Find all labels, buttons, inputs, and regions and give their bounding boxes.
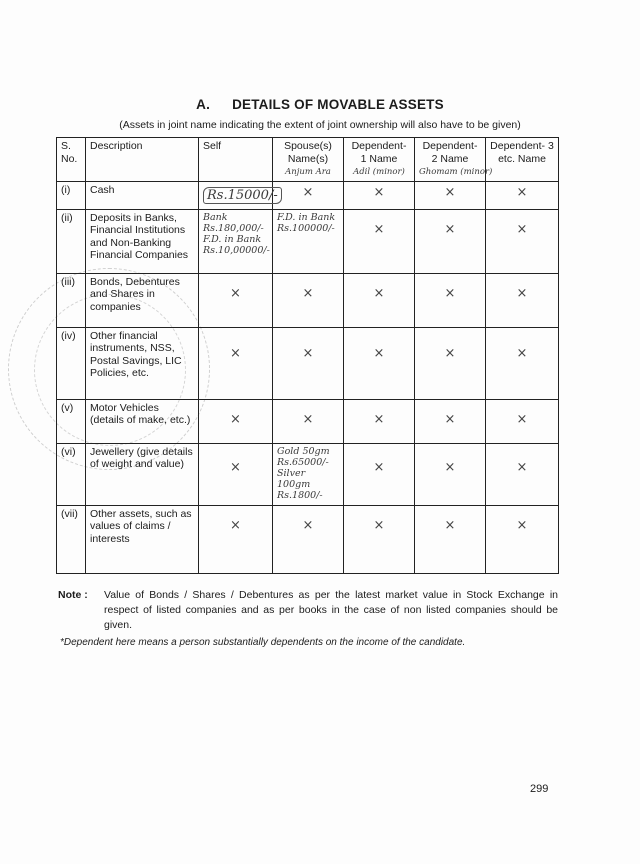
table-row (57, 443, 559, 505)
handwritten-amount: Rs.180,000/- (203, 222, 264, 234)
dependent-footnote: *Dependent here means a person substantially dependents on the income of the candidate. (60, 637, 466, 648)
section-subtitle: (Assets in joint name indicating the extent of joint ownership will also have to be given) (119, 119, 521, 131)
cross-mark: × (230, 285, 241, 301)
table-row (57, 505, 559, 574)
cross-mark: × (373, 345, 385, 361)
section-heading (0, 97, 640, 112)
cell-self (199, 181, 278, 209)
cell-dependent-2 (415, 327, 486, 399)
movable-assets-table (56, 137, 559, 574)
header-description: Description (86, 138, 199, 182)
header-self: Self (199, 138, 273, 182)
cell-description: Deposits in Banks, Financial Institutions and Non-Banking Financial Companies (86, 209, 199, 273)
section-title: DETAILS OF MOVABLE ASSETS (232, 97, 444, 112)
header-dependent-1: Dependent- 1 Name Adil (minor) (344, 138, 415, 182)
cell-dependent-3 (486, 273, 559, 327)
cross-mark: × (302, 184, 314, 200)
cell-description: Other assets, such as values of claims / interests (86, 505, 199, 574)
cross-mark: × (302, 345, 314, 361)
cell-dependent-3 (486, 181, 559, 209)
cell-self (199, 399, 273, 443)
handwritten-text: Gold 50gm (277, 445, 330, 457)
table-row (57, 209, 559, 273)
cross-mark: × (516, 459, 528, 475)
handwritten-text: F.D. in Bank (203, 233, 262, 245)
cross-mark: × (373, 517, 385, 533)
cell-sno: (v) (57, 399, 86, 443)
cell-self (199, 209, 273, 273)
cross-mark: × (302, 517, 314, 533)
cell-spouse (273, 273, 344, 327)
cross-mark: × (373, 459, 385, 475)
section-letter: A. (196, 97, 211, 112)
cross-mark: × (373, 411, 385, 427)
cell-spouse (273, 505, 344, 574)
cell-description: Other financial instruments, NSS, Postal Savings, LIC Policies, etc. (86, 327, 199, 399)
cell-dependent-3 (486, 327, 559, 399)
page-number: 299 (530, 783, 549, 795)
cross-mark: × (516, 221, 528, 237)
note-label: Note : (58, 589, 88, 601)
handwritten-text: F.D. in Bank (277, 211, 336, 223)
cell-dependent-2 (415, 273, 486, 327)
note-text: Value of Bonds / Shares / Debentures as per the latest market value in Stock Exchange in respect of listed companies and as per books in the case of non listed companies should be given. (104, 589, 558, 631)
cross-mark: × (302, 285, 314, 301)
table-row (57, 399, 559, 443)
cell-dependent-3 (486, 443, 559, 505)
cell-sno: (vii) (57, 505, 86, 574)
cell-dependent-1 (344, 209, 415, 273)
cell-spouse (273, 181, 344, 209)
cell-dependent-1 (344, 505, 415, 574)
cross-mark: × (444, 411, 456, 427)
cross-mark: × (230, 411, 241, 427)
cell-spouse (273, 399, 344, 443)
cross-mark: × (373, 184, 385, 200)
handwritten-amount: Rs.15000/- (203, 187, 282, 204)
cell-dependent-1 (344, 273, 415, 327)
cell-description: Bonds, Debentures and Shares in companies (86, 273, 199, 327)
note-paragraph (58, 588, 558, 633)
cell-description: Motor Vehicles (details of make, etc.) (86, 399, 199, 443)
cell-sno: (ii) (57, 209, 86, 273)
cell-dependent-2 (415, 399, 486, 443)
cross-mark: × (230, 459, 241, 475)
cross-mark: × (444, 517, 456, 533)
header-dependent-2: Dependent- 2 Name Ghomam (minor) (415, 138, 486, 182)
cell-description: Cash (86, 181, 199, 209)
cross-mark: × (444, 459, 456, 475)
cross-mark: × (444, 285, 456, 301)
cross-mark: × (373, 285, 385, 301)
cell-dependent-3 (486, 209, 559, 273)
cell-dependent-1 (344, 399, 415, 443)
cross-mark: × (444, 345, 456, 361)
cell-dependent-1 (344, 181, 415, 209)
cell-dependent-3 (486, 505, 559, 574)
cross-mark: × (516, 517, 528, 533)
cell-spouse (273, 209, 344, 273)
cell-dependent-2 (415, 209, 486, 273)
cell-dependent-2 (415, 505, 486, 574)
cell-dependent-2 (415, 181, 486, 209)
cell-dependent-1 (344, 327, 415, 399)
table-header-row (57, 138, 559, 182)
cell-spouse (273, 443, 344, 505)
cell-self (199, 273, 273, 327)
cell-self (199, 505, 273, 574)
cell-dependent-3 (486, 399, 559, 443)
cross-mark: × (516, 285, 528, 301)
cell-self (199, 443, 273, 505)
header-spouse: Spouse(s) Name(s) Anjum Ara (273, 138, 344, 182)
handwritten-text: Bank (203, 211, 228, 223)
cell-sno: (iii) (57, 273, 86, 327)
table-row (57, 327, 559, 399)
table-row (57, 273, 559, 327)
cross-mark: × (230, 345, 241, 361)
cross-mark: × (516, 345, 528, 361)
cross-mark: × (373, 221, 385, 237)
cross-mark: × (516, 411, 528, 427)
cross-mark: × (302, 411, 314, 427)
handwritten-text: Silver 100gm (277, 467, 311, 490)
cell-sno: (iv) (57, 327, 86, 399)
cell-dependent-2 (415, 443, 486, 505)
cell-spouse (273, 327, 344, 399)
cross-mark: × (444, 221, 456, 237)
cell-dependent-1 (344, 443, 415, 505)
handwritten-amount: Rs.65000/- (277, 456, 329, 468)
dependent-1-name-handwritten: Adil (minor) (353, 167, 405, 177)
cross-mark: × (444, 184, 456, 200)
cell-sno: (i) (57, 181, 86, 209)
header-sno: S. No. (57, 138, 86, 182)
header-dependent-3: Dependent- 3 etc. Name (486, 138, 559, 182)
spouse-name-handwritten: Anjum Ara (285, 167, 331, 177)
cross-mark: × (516, 184, 528, 200)
handwritten-amount: Rs.10,00000/- (203, 244, 270, 256)
cell-description: Jewellery (give details of weight and value) (86, 443, 199, 505)
table-row (57, 181, 559, 209)
cell-sno: (vi) (57, 443, 86, 505)
cell-self (199, 327, 273, 399)
cross-mark: × (230, 517, 241, 533)
handwritten-amount: Rs.1800/- (277, 489, 323, 501)
handwritten-amount: Rs.100000/- (277, 222, 335, 234)
dependent-2-name-handwritten: Ghomam (minor) (419, 167, 493, 177)
